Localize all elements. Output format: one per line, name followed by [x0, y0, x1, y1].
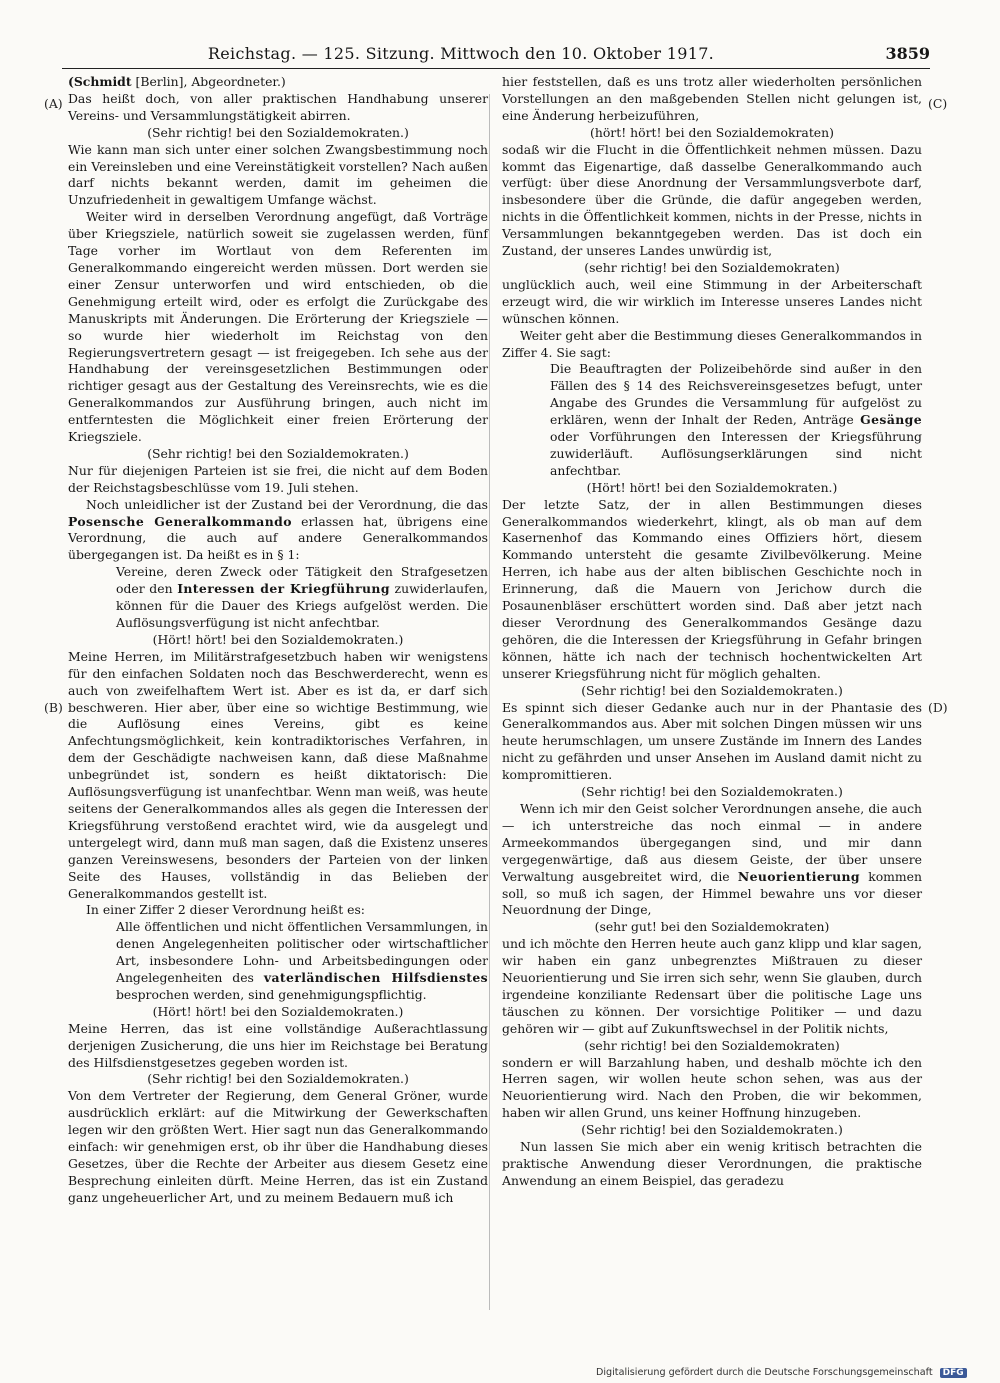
paragraph: Wie kann man sich unter einer solchen Zwangsbestimmung noch ein Vereinsleben und eine Vereinstätigkeit vorstellen? Nach außen darf nichts bekannt werden, damit im geheimen die Unzufriedenheit in gewaltigem Umfange wächst. [68, 141, 488, 208]
text-run: besprochen werden, sind genehmigungspflichtig. [116, 986, 427, 1002]
interjection: (Hört! hört! bei den Sozialdemokraten.) [152, 631, 404, 647]
quotation [116, 919, 488, 1004]
page-header [62, 44, 930, 69]
left-column [68, 74, 488, 1207]
digitization-footer [596, 1367, 967, 1378]
margin-marker-b: (B) [44, 700, 63, 715]
paragraph [502, 801, 922, 919]
interjection: (Sehr richtig! bei den Sozialdemokraten.) [147, 445, 409, 461]
speaker-line [68, 74, 488, 91]
emphasis: Neuorientierung [737, 868, 860, 884]
text-run: Die Beauftragten der Polizeibehörde sind außer in den Fällen des § 14 des Reichsvereinsgesetzes befugt, unter Angabe des Grundes die Versammlung für aufgelöst zu erklären, wenn der Inhalt der Reden, Anträge [550, 361, 922, 428]
paragraph [68, 497, 488, 565]
interjection: (sehr gut! bei den Sozialdemokraten) [594, 919, 830, 935]
text-run: Vereine, deren Zweck oder Tätigkeit den Strafgesetzen oder den [116, 564, 488, 597]
text-run: oder Vorführungen den Interessen der Kriegsführung zuwiderläuft. Auflösungserklärungen sind nicht anfechtbar. [550, 429, 922, 478]
emphasis: Gesänge [860, 412, 922, 428]
paragraph: Weiter geht aber die Bestimmung dieses Generalkommandos in Ziffer 4. Sie sagt: [502, 327, 922, 360]
margin-marker-c: (C) [928, 96, 948, 111]
interjection: (Sehr richtig! bei den Sozialdemokraten.) [581, 784, 843, 800]
interjection: (Sehr richtig! bei den Sozialdemokraten.) [147, 1071, 409, 1087]
paragraph: Weiter wird in derselben Verordnung angefügt, daß Vorträge über Kriegsziele, natürlich soweit sie zugelassen werden, fünf Tage vorher im Wortlaut von dem Referenten im Generalkommando eingereicht werden müssen. Dort werden sie einer Zensur unterworfen und wird entschieden, ob die Genehmigung erteilt wird, oder es erfolgt die Zurückgabe des Manuskripts mit Änderungen. Die Erörterung der Kriegsziele — so wurde hier wiederholt im Reichstag von den Regierungsvertretern gesagt — ist freigegeben. Ich sehe aus der Handhabung der vereinsgesetzlichen Bestimmungen oder richtiger gesagt aus der Gestaltung des Vereinsrechts, wie es die Generalkommandos zur Ausführung bringen, auch nicht im entferntesten die Möglichkeit einer freien Erörterung der Kriegsziele. [68, 209, 488, 445]
paragraph: hier feststellen, daß es uns trotz aller wiederholten persönlichen Vorstellungen an den maßgebenden Stellen nicht gelungen ist, eine Änderung herbeizuführen, [502, 74, 922, 123]
interjection: (Hört! hört! bei den Sozialdemokraten.) [586, 479, 838, 495]
paragraph: Meine Herren, im Militärstrafgesetzbuch haben wir wenigstens für den einfachen Soldaten noch das Beschwerderecht, wenn es auch von zweifelhaftem Wert ist. Aber es ist da, er darf sich beschweren. Hier aber, über eine so wichtige Bestimmung, wie die Auflösung eines Vereins, gibt es keine Anfechtungsmöglichkeit, kein kontradiktorisches Verfahren, in dem der Geschädigte nachweisen kann, daß diese Maßnahme unbegründet ist, sondern es heißt diktatorisch: Die Auflösungsverfügung ist unanfechtbar. Wenn man weiß, was heute seitens der Generalkommandos alles als gegen die Interessen der Kriegsführung verstoßend erachtet wird, wie da ausgelegt und untergelegt wird, dann muß man sagen, daß die Existenz unseres ganzen Vereinswesens, besonders der Parteien von der linken Seite des Hauses, vollständig in das Belieben der Generalkommandos gestellt ist. [68, 648, 488, 901]
paragraph: Nun lassen Sie mich aber ein wenig kritisch betrachten die praktische Anwendung dieser Verordnungen, die praktische Anwendung an einem Beispiel, das geradezu [502, 1139, 922, 1188]
paragraph: Meine Herren, das ist eine vollständige Außerachtlassung derjenigen Zusicherung, die uns hier im Reichstage bei Beratung des Hilfsdienstgesetzes gegeben worden ist. [68, 1020, 488, 1070]
text-run: Wenn ich mir den Geist solcher Verordnungen ansehe, die auch — ich unterstreiche das noch einmal — in andere Armeekommandos übergegangen sind, und mir dann vergegenwärtige, daß aus diesem Geiste, der über unsere Verwaltung ausgebreitet wird, die [502, 800, 922, 884]
interjection: (sehr richtig! bei den Sozialdemokraten) [584, 259, 840, 275]
margin-marker-a: (A) [44, 96, 63, 111]
margin-marker-d: (D) [928, 700, 948, 715]
text-run: Noch unleidlicher ist der Zustand bei der Verordnung, die das [86, 496, 488, 512]
page-number: 3859 [885, 44, 930, 63]
running-head: Reichstag. — 125. Sitzung. Mittwoch den 10. Oktober 1917. [207, 44, 715, 63]
paragraph: unglücklich auch, weil eine Stimmung in der Arbeiterschaft erzeugt wird, die wir wirklich im Interesse unseres Landes nicht wünschen können. [502, 276, 922, 326]
text-run: kommen soll, so muß ich sagen, der Himmel bewahre uns vor dieser Neuordnung der Dinge, [502, 868, 922, 918]
paragraph: Es spinnt sich dieser Gedanke auch nur in der Phantasie des Generalkommandos aus. Aber mit solchen Dingen müssen wir uns heute herumschlagen, um unsere Zustände im Innern des Landes nicht zu gefährden und unser Ansehen im Ausland damit nicht zu kompromittieren. [502, 699, 922, 783]
paragraph: In einer Ziffer 2 dieser Verordnung heißt es: [86, 902, 365, 918]
text-run: zuwiderlaufen, können für die Dauer des Kriegs aufgelöst werden. Die Auflösungsverfügung ist nicht anfechtbar. [116, 581, 488, 630]
interjection: (Sehr richtig! bei den Sozialdemokraten.) [581, 1122, 843, 1138]
interjection: (Hört! hört! bei den Sozialdemokraten.) [152, 1003, 404, 1019]
right-column [502, 74, 922, 1190]
paragraph: Nur für diejenigen Parteien ist sie frei, die nicht auf dem Boden der Reichstagsbeschlüsse vom 19. Juli stehen. [68, 462, 488, 495]
paragraph: und ich möchte den Herren heute auch ganz klipp und klar sagen, wir haben ein ganz unbegrenztes Mißtrauen zu dieser Neuorientierung und Sie irren sich sehr, wenn Sie glauben, durch irgendeine konziliante Redensart über die politische Lage uns täuschen zu können. Der vorsichtige Politiker — und dazu gehören wir — gibt auf Zukunftswechsel in der Politik nichts, [502, 936, 922, 1036]
dfg-logo: DFG [940, 1368, 967, 1378]
text-run: Alle öffentlichen und nicht öffentlichen Versammlungen, in denen Angelegenheiten politischer oder wirtschaftlicher Art, insbesondere Lohn- und Arbeitsbedingungen oder Angelegenheiten des [116, 919, 488, 986]
speaker-role: [Berlin], Abgeordneter.) [131, 74, 286, 89]
paragraph: sodaß wir die Flucht in die Öffentlichkeit nehmen müssen. Dazu kommt das Eigenartige, daß dasselbe Generalkommando auch verfügt: über diese Anordnung der Versammlungsverbote darf, insbesondere über die Gründe, die dafür angegeben werden, nichts in die Öffentlichkeit kommen, nichts in der Presse, nichts in Versammlungen bekanntgegeben werden. Das ist doch ein Zustand, der unseres Landes unwürdig ist, [502, 141, 922, 259]
interjection: (sehr richtig! bei den Sozialdemokraten) [584, 1037, 840, 1053]
paragraph: Das heißt doch, von aller praktischen Handhabung unserer Vereins- und Versammlungstätigkeit abirren. [68, 90, 488, 123]
interjection: (hört! hört! bei den Sozialdemokraten) [590, 124, 834, 140]
footer-text: Digitalisierung gefördert durch die Deutsche Forschungsgemeinschaft [596, 1367, 933, 1378]
emphasis: vaterländischen Hilfsdienstes [263, 970, 488, 986]
interjection: (Sehr richtig! bei den Sozialdemokraten.) [581, 682, 843, 698]
paragraph: Der letzte Satz, der in allen Bestimmungen dieses Generalkommandos wiederkehrt, klingt, als ob man auf dem Kasernenhof das Kommando eines Offiziers hört, diesem Kommando untersteht die gesamte Zivilbevölkerung. Meine Herren, ich habe aus der alten biblischen Geschichte noch in Erinnerung, daß die Mauern von Jerichow durch die Posaunenbläser erschüttert worden sind. Daß aber jetzt nach dieser Verordnung des Generalkommandos Gesänge dazu gehören, die die Interessen der Kriegsführung in Gefahr bringen können, hätte ich nach der technisch hochentwickelten Art unserer Kriegsführung nicht für möglich gehalten. [502, 496, 922, 681]
paragraph: sondern er will Barzahlung haben, und deshalb möchte ich den Herren sagen, wir wollen heute schon sehen, was aus der Neuorientierung wird. Nach den Proben, die wir bekommen, haben wir allen Grund, uns keiner Hoffnung hinzugeben. [502, 1054, 922, 1121]
speaker-name: (Schmidt [68, 74, 132, 89]
emphasis: Interessen der Kriegführung [177, 581, 390, 597]
paragraph: Von dem Vertreter der Regierung, dem General Gröner, wurde ausdrücklich erklärt: auf die Mitwirkung der Gewerkschaften legen wir den größten Wert. Hier sagt nun das Generalkommando einfach: wir genehmigen erst, ob ihr über die Handhabung dieses Gesetzes, über die Rechte der Arbeiter aus diesem Gesetz eine Besprechung einleiten dürft. Meine Herren, das ist ein Zustand ganz ungeheuerlicher Art, und zu meinem Bedauern muß ich [68, 1088, 488, 1205]
quotation [550, 361, 922, 479]
emphasis: Posensche Generalkommando [68, 513, 292, 529]
column-divider [489, 94, 490, 1310]
quotation [116, 564, 488, 632]
text-run: erlassen hat, übrigens eine Verordnung, die auch auf andere Generalkommandos übergegangen ist. Da heißt es in § 1: [68, 513, 489, 563]
interjection: (Sehr richtig! bei den Sozialdemokraten.) [147, 124, 409, 140]
